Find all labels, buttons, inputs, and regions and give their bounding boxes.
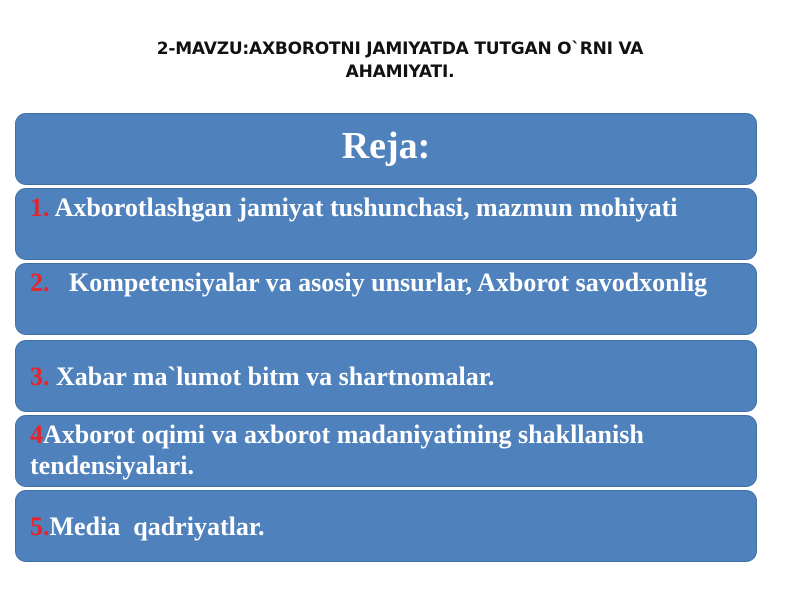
plan-item-4 <box>15 415 757 487</box>
slide-title-line-2: AHAMIYATI. <box>345 62 455 82</box>
slide-title-line-1: 2-MAVZU:AXBOROTNI JAMIYATDA TUTGAN O`RNI VA <box>156 39 644 59</box>
plan-item-3-text: Xabar ma`lumot bitm va shartnomalar. <box>49 361 495 391</box>
plan-heading-box <box>15 113 757 185</box>
plan-item-4-text: Axborot oqimi va axborot madaniyatining shakllanish tendensiyalari. <box>30 420 651 480</box>
plan-item-5-number: 5. <box>30 511 50 541</box>
plan-item-5 <box>15 490 757 562</box>
plan-item-1-text: Axborotlashgan jamiyat tushunchasi, mazmun mohiyati <box>49 193 678 222</box>
plan-item-2-text: Kompetensiyalar va asosiy unsurlar, Axborot savodxonlig <box>49 268 708 297</box>
plan-item-2 <box>15 263 757 335</box>
slide-title <box>60 38 740 84</box>
plan-item-3 <box>15 340 757 412</box>
plan-item-5-text: Media qadriyatlar. <box>49 511 265 541</box>
plan-heading: Reja: <box>341 125 431 167</box>
plan-item-2-number: 2. <box>30 268 50 297</box>
plan-item-4-number: 4 <box>30 420 43 449</box>
plan-item-1 <box>15 188 757 260</box>
plan-item-3-number: 3. <box>30 361 50 391</box>
plan-item-1-number: 1. <box>30 193 50 222</box>
